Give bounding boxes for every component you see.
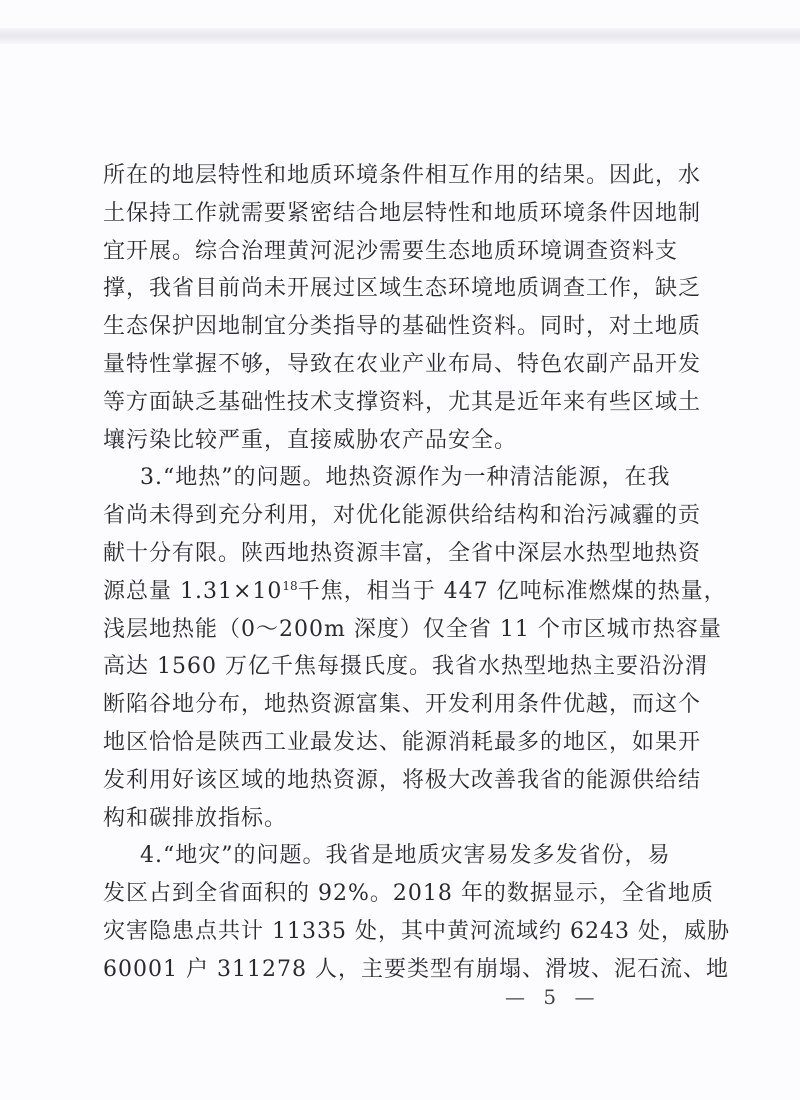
text-line: 献十分有限。陕西地热资源丰富，全省中深层水热型地热资 bbox=[103, 540, 702, 566]
text-line: 撑，我省目前尚未开展过区域生态环境地质调查工作，缺乏 bbox=[103, 276, 702, 302]
superscript-exponent: 18 bbox=[282, 578, 298, 593]
text-line: 4.“地灾”的问题。我省是地质灾害易发多发省份，易 bbox=[140, 843, 671, 869]
text-line: 60001 户 311278 人，主要类型有崩塌、滑坡、泥石流、地 bbox=[103, 956, 729, 982]
text-line: 土保持工作就需要紧密结合地层特性和地质环境条件因地制 bbox=[103, 200, 702, 226]
paragraph-geothermal bbox=[103, 459, 727, 837]
text-line: 所在的地层特性和地质环境条件相互作用的结果。因此，水 bbox=[103, 163, 702, 188]
document-body bbox=[103, 157, 730, 989]
text-line: 地区恰恰是陕西工业最发达、能源消耗最多的地区，如果开 bbox=[103, 729, 702, 755]
text-line: 构和碳排放指标。 bbox=[103, 805, 288, 831]
text-line bbox=[103, 573, 727, 611]
text-line: 发利用好该区域的地热资源，将极大改善我省的能源供给结 bbox=[103, 767, 702, 793]
text-line: 省尚未得到充分利用，对优化能源供给结构和治污减霾的贡 bbox=[103, 503, 702, 529]
text-line: 发区占到全省面积的 92%。2018 年的数据显示，全省地质 bbox=[103, 881, 714, 907]
text-line: 生态保护因地制宜分类指导的基础性资料。同时，对土地质 bbox=[103, 314, 702, 340]
paragraph-geohazard bbox=[103, 837, 730, 988]
text-line: 灾害隐患点共计 11335 处，其中黄河流域约 6243 处，威胁 bbox=[103, 918, 730, 944]
text-segment: 千焦，相当于 447 亿吨标准燃煤的热量， bbox=[297, 578, 727, 604]
text-segment: 源总量 1.31×10 bbox=[103, 578, 283, 604]
scan-top-edge bbox=[0, 28, 800, 44]
text-line: 高达 1560 万亿千焦每摄氏度。我省水热型地热主要沿汾渭 bbox=[103, 654, 708, 680]
text-line: 3.“地热”的问题。地热资源作为一种清洁能源，在我 bbox=[140, 465, 671, 491]
text-line: 量特性掌握不够，导致在农业产业布局、特色农副产品开发 bbox=[103, 351, 702, 377]
text-line: 宜开展。综合治理黄河泥沙需要生态地质环境调查资料支 bbox=[103, 238, 679, 264]
text-line: 断陷谷地分布，地热资源富集、开发利用条件优越，而这个 bbox=[103, 692, 702, 718]
text-line: 壤污染比较严重，直接威胁农产品安全。 bbox=[103, 427, 518, 453]
text-line: 等方面缺乏基础性技术支撑资料，尤其是近年来有些区域土 bbox=[103, 389, 702, 415]
page-number: — 5 — bbox=[505, 985, 601, 1009]
paragraph-1 bbox=[103, 157, 702, 459]
text-line: 浅层地热能（0～200m 深度）仅全省 11 个市区城市热容量 bbox=[103, 616, 722, 642]
